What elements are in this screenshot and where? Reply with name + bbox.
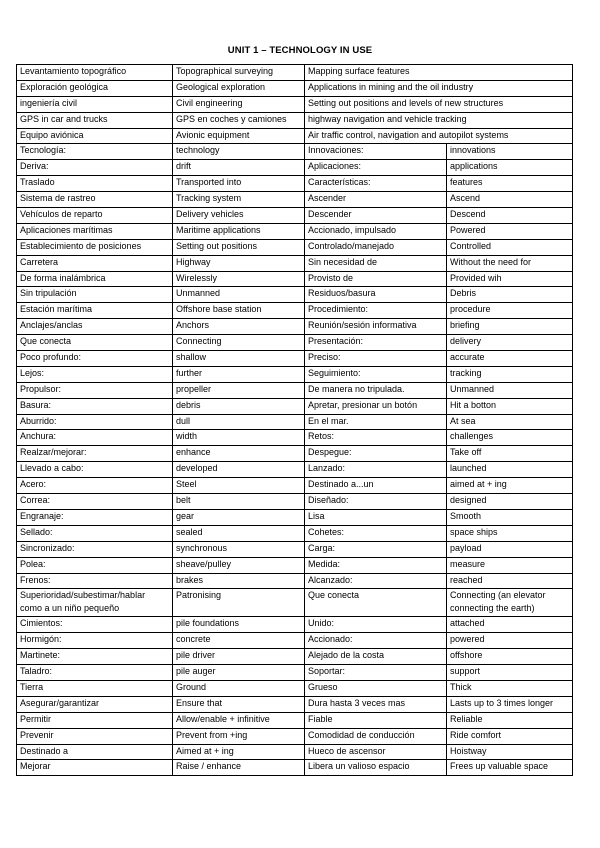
table-cell: Transported into — [173, 176, 305, 192]
table-cell: Sin necesidad de — [305, 255, 447, 271]
table-cell: payload — [447, 541, 573, 557]
table-cell: enhance — [173, 446, 305, 462]
table-cell: Destinado a...un — [305, 478, 447, 494]
table-cell: Cohetes: — [305, 525, 447, 541]
table-cell: Innovaciones: — [305, 144, 447, 160]
table-cell: Applications in mining and the oil industry — [305, 80, 573, 96]
table-cell: Thick — [447, 680, 573, 696]
table-cell: Equipo aviónica — [17, 128, 173, 144]
table-cell: developed — [173, 462, 305, 478]
table-cell: Aburrido: — [17, 414, 173, 430]
table-cell: Basura: — [17, 398, 173, 414]
table-cell: Air traffic control, navigation and autopilot systems — [305, 128, 573, 144]
table-row — [17, 525, 573, 541]
table-cell: concrete — [173, 633, 305, 649]
table-row — [17, 728, 573, 744]
table-cell: Ground — [173, 680, 305, 696]
table-cell: Maritime applications — [173, 223, 305, 239]
table-cell: Lasts up to 3 times longer — [447, 696, 573, 712]
table-cell: challenges — [447, 430, 573, 446]
table-cell: Avionic equipment — [173, 128, 305, 144]
table-row — [17, 541, 573, 557]
table-cell: Hueco de ascensor — [305, 744, 447, 760]
table-cell: Ascend — [447, 192, 573, 208]
table-cell: Diseñado: — [305, 494, 447, 510]
table-cell: Carretera — [17, 255, 173, 271]
table-cell: Alejado de la costa — [305, 649, 447, 665]
table-cell: Allow/enable + infinitive — [173, 712, 305, 728]
table-cell: Que conecta — [17, 335, 173, 351]
table-cell: Seguimiento: — [305, 366, 447, 382]
table-cell: pile driver — [173, 649, 305, 665]
table-cell: applications — [447, 160, 573, 176]
table-cell: sealed — [173, 525, 305, 541]
table-cell: Unmanned — [173, 287, 305, 303]
table-cell: Offshore base station — [173, 303, 305, 319]
table-cell: Libera un valioso espacio — [305, 760, 447, 776]
table-cell: launched — [447, 462, 573, 478]
table-row — [17, 160, 573, 176]
table-row — [17, 65, 573, 81]
table-cell: attached — [447, 617, 573, 633]
table-cell: Unido: — [305, 617, 447, 633]
table-cell: gear — [173, 509, 305, 525]
table-cell: Engranaje: — [17, 509, 173, 525]
table-cell: Soportar: — [305, 665, 447, 681]
table-row — [17, 478, 573, 494]
table-cell: Hoistway — [447, 744, 573, 760]
table-row — [17, 414, 573, 430]
table-cell: designed — [447, 494, 573, 510]
table-cell: Características: — [305, 176, 447, 192]
table-row — [17, 351, 573, 367]
table-cell: Take off — [447, 446, 573, 462]
table-cell: procedure — [447, 303, 573, 319]
table-cell: Descender — [305, 208, 447, 224]
table-cell: Presentación: — [305, 335, 447, 351]
table-cell: GPS en coches y camiones — [173, 112, 305, 128]
table-cell: Geological exploration — [173, 80, 305, 96]
table-cell: At sea — [447, 414, 573, 430]
table-cell: Aplicaciones marítimas — [17, 223, 173, 239]
table-cell: Acero: — [17, 478, 173, 494]
table-cell: Mejorar — [17, 760, 173, 776]
table-row — [17, 319, 573, 335]
table-cell: Prevent from +ing — [173, 728, 305, 744]
table-cell: accurate — [447, 351, 573, 367]
table-row — [17, 271, 573, 287]
table-cell: pile auger — [173, 665, 305, 681]
table-row — [17, 255, 573, 271]
vocabulary-table-body — [17, 65, 573, 776]
table-cell: Traslado — [17, 176, 173, 192]
table-row — [17, 208, 573, 224]
table-cell: Tecnología: — [17, 144, 173, 160]
table-row — [17, 96, 573, 112]
table-cell: Grueso — [305, 680, 447, 696]
table-cell: Apretar, presionar un botón — [305, 398, 447, 414]
table-cell: brakes — [173, 573, 305, 589]
table-cell: Accionado, impulsado — [305, 223, 447, 239]
table-cell: Reliable — [447, 712, 573, 728]
table-cell: width — [173, 430, 305, 446]
table-cell: powered — [447, 633, 573, 649]
table-cell: support — [447, 665, 573, 681]
table-cell: Aimed at + ing — [173, 744, 305, 760]
table-row — [17, 462, 573, 478]
table-cell: Lisa — [305, 509, 447, 525]
table-cell: Provided wih — [447, 271, 573, 287]
table-cell: Poco profundo: — [17, 351, 173, 367]
table-row — [17, 557, 573, 573]
table-cell: Topographical surveying — [173, 65, 305, 81]
table-row — [17, 589, 573, 617]
table-cell: Sellado: — [17, 525, 173, 541]
table-cell: space ships — [447, 525, 573, 541]
table-cell: Accionado: — [305, 633, 447, 649]
table-cell: Carga: — [305, 541, 447, 557]
table-cell: Cimientos: — [17, 617, 173, 633]
table-cell: Fiable — [305, 712, 447, 728]
table-cell: Debris — [447, 287, 573, 303]
table-row — [17, 430, 573, 446]
table-cell: Raise / enhance — [173, 760, 305, 776]
table-row — [17, 744, 573, 760]
page-title: UNIT 1 – TECHNOLOGY IN USE — [227, 45, 373, 56]
table-row — [17, 223, 573, 239]
table-cell: Ensure that — [173, 696, 305, 712]
table-cell: Polea: — [17, 557, 173, 573]
table-row — [17, 712, 573, 728]
table-cell: Civil engineering — [173, 96, 305, 112]
table-cell: Connecting — [173, 335, 305, 351]
table-cell: Frees up valuable space — [447, 760, 573, 776]
table-row — [17, 494, 573, 510]
table-cell: Correa: — [17, 494, 173, 510]
table-cell: De forma inalámbrica — [17, 271, 173, 287]
table-cell: Controlled — [447, 239, 573, 255]
table-cell: Asegurar/garantizar — [17, 696, 173, 712]
table-cell: Exploración geológica — [17, 80, 173, 96]
table-row — [17, 287, 573, 303]
table-cell: aimed at + ing — [447, 478, 573, 494]
table-cell: Connecting (an elevator connecting the earth) — [447, 589, 573, 617]
table-cell: Dura hasta 3 veces mas — [305, 696, 447, 712]
table-cell: Vehículos de reparto — [17, 208, 173, 224]
table-row — [17, 696, 573, 712]
table-row — [17, 144, 573, 160]
table-cell: Anchors — [173, 319, 305, 335]
table-row — [17, 192, 573, 208]
table-row — [17, 303, 573, 319]
table-cell: sheave/pulley — [173, 557, 305, 573]
table-row — [17, 112, 573, 128]
table-cell: Smooth — [447, 509, 573, 525]
table-row — [17, 398, 573, 414]
table-cell: Sincronizado: — [17, 541, 173, 557]
table-cell: Que conecta — [305, 589, 447, 617]
table-cell: Steel — [173, 478, 305, 494]
table-cell: Reunión/sesión informativa — [305, 319, 447, 335]
table-row — [17, 382, 573, 398]
table-row — [17, 617, 573, 633]
table-cell: belt — [173, 494, 305, 510]
table-cell: reached — [447, 573, 573, 589]
table-cell: features — [447, 176, 573, 192]
table-cell: Setting out positions — [173, 239, 305, 255]
table-cell: Without the need for — [447, 255, 573, 271]
table-cell: Ride comfort — [447, 728, 573, 744]
table-cell: Despegue: — [305, 446, 447, 462]
table-cell: synchronous — [173, 541, 305, 557]
table-cell: Frenos: — [17, 573, 173, 589]
table-cell: Llevado a cabo: — [17, 462, 173, 478]
table-row — [17, 633, 573, 649]
table-cell: propeller — [173, 382, 305, 398]
table-cell: Provisto de — [305, 271, 447, 287]
table-cell: Mapping surface features — [305, 65, 573, 81]
table-row — [17, 446, 573, 462]
table-cell: debris — [173, 398, 305, 414]
table-cell: Martinete: — [17, 649, 173, 665]
table-cell: delivery — [447, 335, 573, 351]
table-cell: Setting out positions and levels of new structures — [305, 96, 573, 112]
table-cell: tracking — [447, 366, 573, 382]
table-cell: Alcanzado: — [305, 573, 447, 589]
table-cell: highway navigation and vehicle tracking — [305, 112, 573, 128]
table-cell: Taladro: — [17, 665, 173, 681]
table-row — [17, 509, 573, 525]
table-row — [17, 239, 573, 255]
table-cell: Controlado/manejado — [305, 239, 447, 255]
table-cell: Ascender — [305, 192, 447, 208]
table-row — [17, 80, 573, 96]
table-cell: Patronising — [173, 589, 305, 617]
table-cell: Descend — [447, 208, 573, 224]
table-cell: Delivery vehicles — [173, 208, 305, 224]
table-cell: Preciso: — [305, 351, 447, 367]
table-cell: further — [173, 366, 305, 382]
table-cell: Aplicaciones: — [305, 160, 447, 176]
table-cell: Highway — [173, 255, 305, 271]
table-cell: Comodidad de conducción — [305, 728, 447, 744]
table-row — [17, 680, 573, 696]
table-cell: Residuos/basura — [305, 287, 447, 303]
table-cell: En el mar. — [305, 414, 447, 430]
table-cell: Levantamiento topográfico — [17, 65, 173, 81]
table-cell: Estación marítima — [17, 303, 173, 319]
table-cell: Permitir — [17, 712, 173, 728]
table-cell: pile foundations — [173, 617, 305, 633]
table-row — [17, 760, 573, 776]
table-cell: Destinado a — [17, 744, 173, 760]
table-cell: offshore — [447, 649, 573, 665]
table-row — [17, 366, 573, 382]
table-cell: Sin tripulación — [17, 287, 173, 303]
table-cell: Hormigón: — [17, 633, 173, 649]
table-cell: Prevenir — [17, 728, 173, 744]
table-row — [17, 573, 573, 589]
table-cell: Tierra — [17, 680, 173, 696]
table-cell: briefing — [447, 319, 573, 335]
table-cell: Powered — [447, 223, 573, 239]
table-cell: Tracking system — [173, 192, 305, 208]
table-cell: dull — [173, 414, 305, 430]
table-cell: Retos: — [305, 430, 447, 446]
table-cell: Sistema de rastreo — [17, 192, 173, 208]
table-cell: Superioridad/subestimar/hablar como a un niño pequeño — [17, 589, 173, 617]
table-cell: drift — [173, 160, 305, 176]
vocabulary-table — [16, 64, 573, 776]
table-cell: Procedimiento: — [305, 303, 447, 319]
table-cell: Hit a botton — [447, 398, 573, 414]
table-cell: Lejos: — [17, 366, 173, 382]
table-cell: technology — [173, 144, 305, 160]
table-row — [17, 649, 573, 665]
table-cell: Deriva: — [17, 160, 173, 176]
table-row — [17, 128, 573, 144]
table-cell: Propulsor: — [17, 382, 173, 398]
table-row — [17, 176, 573, 192]
table-cell: Anclajes/anclas — [17, 319, 173, 335]
table-cell: GPS in car and trucks — [17, 112, 173, 128]
table-cell: Lanzado: — [305, 462, 447, 478]
table-cell: innovations — [447, 144, 573, 160]
table-cell: Wirelessly — [173, 271, 305, 287]
table-row — [17, 665, 573, 681]
table-cell: Medida: — [305, 557, 447, 573]
table-cell: Establecimiento de posiciones — [17, 239, 173, 255]
table-cell: Realzar/mejorar: — [17, 446, 173, 462]
table-cell: measure — [447, 557, 573, 573]
table-cell: Anchura: — [17, 430, 173, 446]
table-row — [17, 335, 573, 351]
table-cell: De manera no tripulada. — [305, 382, 447, 398]
table-cell: Unmanned — [447, 382, 573, 398]
table-cell: ingeniería civil — [17, 96, 173, 112]
table-cell: shallow — [173, 351, 305, 367]
